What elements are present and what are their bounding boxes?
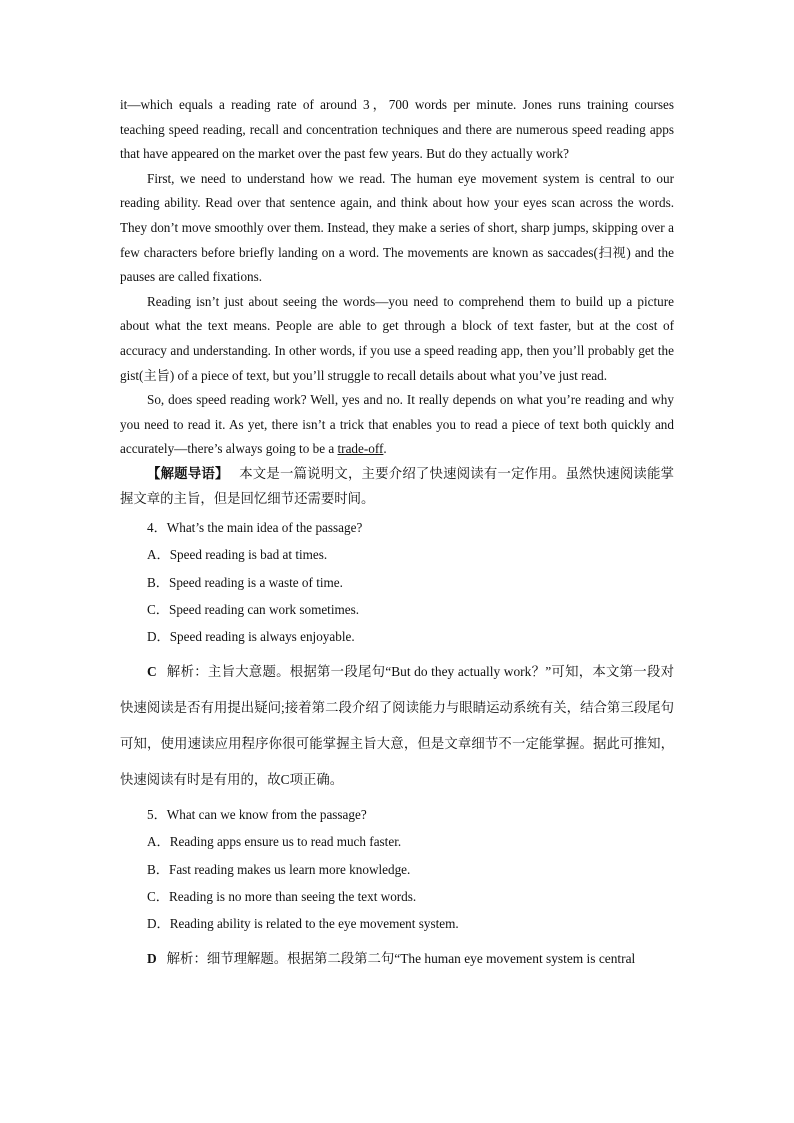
option-b: B．Fast reading makes us learn more knowledge. <box>147 861 411 877</box>
question-stem: 4．What’s the main idea of the passage? <box>147 520 363 536</box>
guide-paragraph <box>120 462 674 511</box>
guide-text: 本文是一篇说明文，主要介绍了快速阅读有一定作用。虽然快速阅读能掌握文章的主旨，但是回忆细节还需要时间。 <box>120 465 675 506</box>
option-c: C．Speed reading can work sometimes. <box>147 601 360 617</box>
explanation-text: 解析：细节理解题。根据第二段第二句“The human eye movement system is central <box>166 951 636 967</box>
passage-paragraph-3: Reading isn’t just about seeing the words—you need to comprehend them to build up a picture about what the text means. People are able to get through a block of text faster, but at the cost of accuracy and understanding. In other words, if you use a speed reading app, then you’ll probably get the gist(主旨) of a piece of text, but you’ll struggle to recall details about what you’ve just read. <box>120 293 674 383</box>
guide-tag: 【解题导语】 <box>147 465 229 481</box>
option-b: B．Speed reading is a waste of time. <box>147 574 343 590</box>
passage-paragraph-4 <box>120 388 674 462</box>
answer-block <box>120 654 674 798</box>
question-4 <box>120 514 674 798</box>
passage-paragraph-4-text: So, does speed reading work? Well, yes and no. It really depends on what you’re reading and why you need to read it. As yet, there isn’t a trick that enables you to read a piece of text both quickly and accurately—there’s always going to be a <box>120 392 674 457</box>
passage-paragraph-1: it—which equals a reading rate of around 3，700 words per minute. Jones runs training courses teaching speed reading, recall and concentration techniques and there are numerous speed reading apps that have appeared on the market over the past few years. But do they actually work? <box>120 97 674 162</box>
answer-letter: D <box>147 951 157 967</box>
answer-explanation <box>120 941 674 977</box>
question-5 <box>120 801 674 977</box>
option-a: A．Speed reading is bad at times. <box>147 547 328 563</box>
answer-block <box>120 941 674 977</box>
explanation-text: 解析：主旨大意题。根据第一段尾句“But do they actually work？”可知，本文第一段对快速阅读是否有用提出疑问;接着第二段介绍了阅读能力与眼睛运动系统有关，结合第三段尾句可知，使用速读应用程序你很可能掌握主旨大意，但是文章细节不一定能掌握。据此可推知，快速阅读有时是有用的，故C项正确。 <box>120 664 674 788</box>
underlined-term: trade-off <box>337 441 384 457</box>
passage-paragraph-4-end: . <box>383 441 387 457</box>
option-d: D．Reading ability is related to the eye movement system. <box>147 915 459 931</box>
option-d: D．Speed reading is always enjoyable. <box>147 628 355 644</box>
option-a: A．Reading apps ensure us to read much faster. <box>147 834 402 850</box>
answer-explanation <box>120 654 674 798</box>
question-stem: 5．What can we know from the passage? <box>147 807 367 823</box>
page-content <box>120 93 674 977</box>
option-c: C．Reading is no more than seeing the text words. <box>147 888 417 904</box>
answer-letter: C <box>147 664 157 680</box>
passage-paragraph-2: First, we need to understand how we read. The human eye movement system is central to our reading ability. Read over that sentence again, and think about how your eyes scan across the words. They don’t move smoothly over them. Instead, they make a series of short, sharp jumps, skipping over a few characters before briefly landing on a word. The movements are known as saccades(扫视) and the pauses are called fixations. <box>120 170 674 285</box>
